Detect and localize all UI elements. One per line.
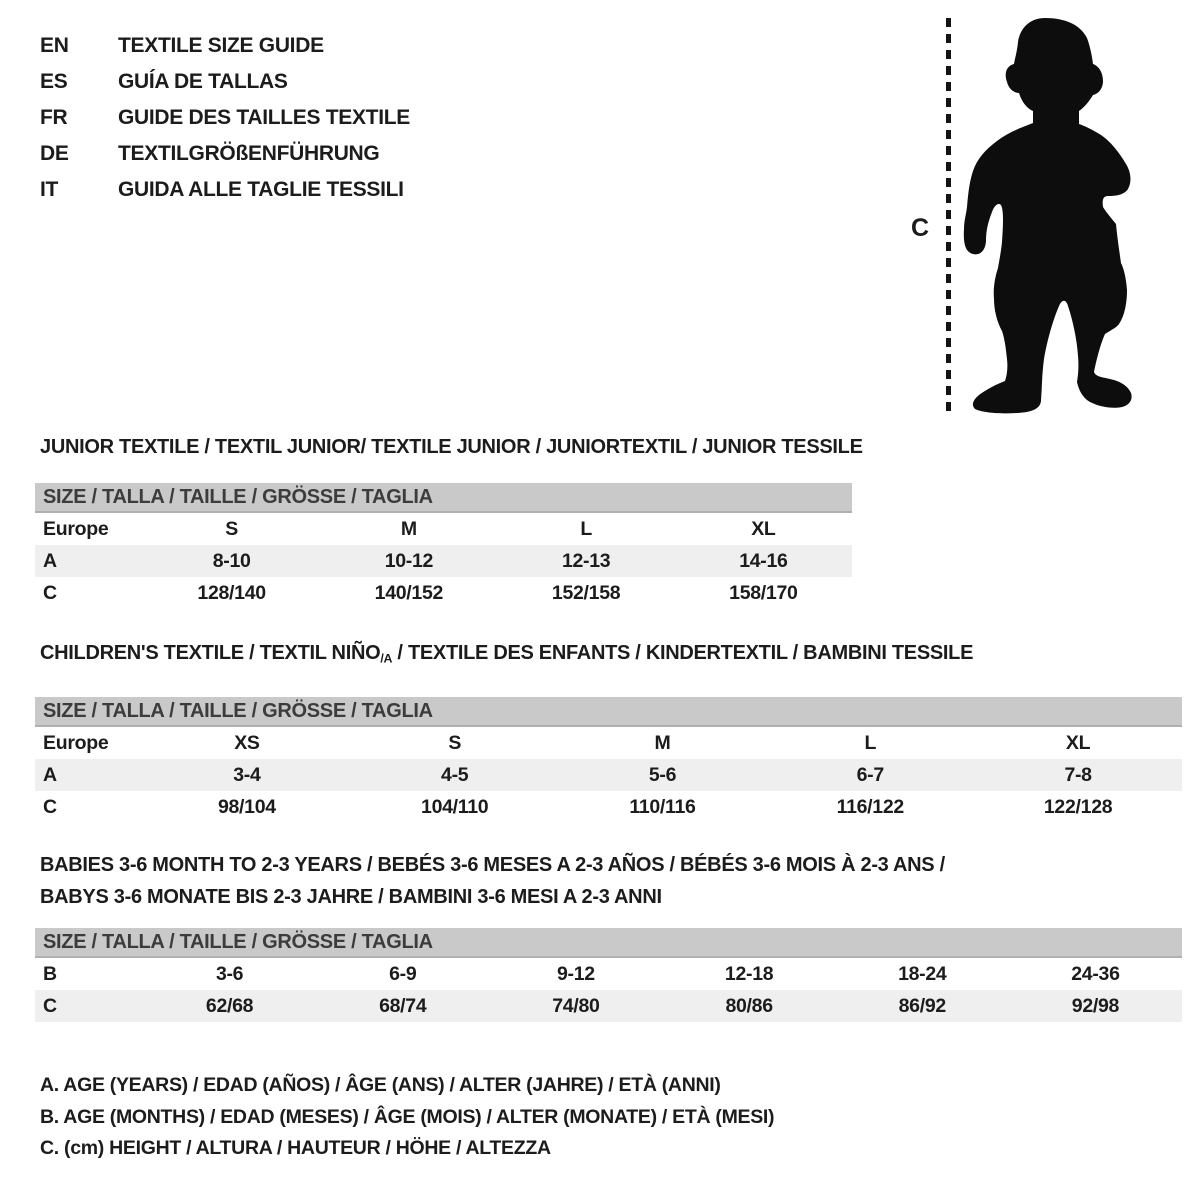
table-row-height [35, 791, 1182, 823]
size-cell: S [448, 731, 462, 754]
row-label: A [43, 763, 57, 786]
legend-line-b: B. AGE (MONTHS) / EDAD (MESES) / ÂGE (MOIS) / ALTER (MONATE) / ETÀ (MESI) [40, 1105, 775, 1128]
table-row-months [35, 958, 1182, 990]
lang-label: GUIDE DES TAILLES TEXTILE [118, 106, 410, 129]
legend-line-a: A. AGE (YEARS) / EDAD (AÑOS) / ÂGE (ANS) / ALTER (JAHRE) / ETÀ (ANNI) [40, 1074, 721, 1096]
legend-line-c: C. (cm) HEIGHT / ALTURA / HAUTEUR / HÖHE / ALTEZZA [40, 1137, 551, 1159]
size-cell: L [864, 731, 877, 754]
age-cell: 8-10 [212, 549, 251, 572]
height-cell: 74/80 [552, 994, 600, 1017]
lang-code: ES [40, 70, 68, 93]
size-table-header: SIZE / TALLA / TAILLE / GRÖSSE / TAGLIA [35, 697, 1182, 727]
height-cell: 92/98 [1071, 994, 1120, 1017]
size-cell: S [225, 517, 238, 540]
height-cell: 104/110 [421, 795, 489, 818]
lang-row-es [40, 64, 410, 100]
height-measure-label: C [911, 214, 929, 242]
size-table-junior [35, 483, 852, 609]
age-cell: 4-5 [441, 763, 469, 786]
legend-block [40, 1070, 774, 1165]
size-table-children [35, 697, 1182, 823]
height-cell: 128/140 [197, 581, 266, 604]
row-label: Europe [43, 731, 109, 754]
row-label: Europe [43, 517, 109, 540]
age-cell: 10-12 [384, 549, 434, 572]
height-cell: 80/86 [725, 994, 773, 1017]
section-title-children [35, 642, 1182, 669]
size-cell: XL [1065, 731, 1091, 754]
size-table-header: SIZE / TALLA / TAILLE / GRÖSSE / TAGLIA [35, 928, 1182, 958]
age-cell: 3-6 [215, 962, 244, 985]
height-cell: 110/116 [629, 795, 696, 818]
height-cell: 62/68 [205, 994, 254, 1017]
section-junior [35, 436, 863, 609]
height-cell: 158/170 [729, 581, 798, 604]
age-cell: 3-4 [233, 763, 261, 786]
height-cell: 140/152 [374, 581, 444, 604]
height-cell: 68/74 [379, 994, 427, 1017]
toddler-silhouette-icon [950, 0, 1150, 420]
age-cell: 12-18 [724, 962, 774, 985]
table-row-age [35, 759, 1182, 791]
table-row-height [35, 577, 852, 609]
age-cell: 5-6 [648, 763, 677, 786]
height-cell: 122/128 [1043, 795, 1113, 818]
section-title-babies-line1: BABIES 3-6 MONTH TO 2-3 YEARS / BEBÉS 3-6 MESES A 2-3 AÑOS / BÉBÉS 3-6 MOIS À 2-3 ANS / [40, 854, 945, 876]
row-label: C [43, 581, 57, 604]
title-part: CHILDREN'S TEXTILE / TEXTIL NIÑO [40, 642, 381, 664]
row-label: B [43, 962, 57, 985]
lang-row-fr [40, 100, 410, 136]
age-cell: 18-24 [898, 962, 947, 985]
size-table-babies [35, 928, 1182, 1022]
size-cell: L [580, 517, 592, 540]
size-cell: XS [234, 731, 260, 754]
lang-code: EN [40, 34, 69, 57]
age-cell: 14-16 [739, 549, 788, 572]
size-cell: M [400, 517, 417, 540]
lang-code: IT [40, 178, 59, 201]
table-row-age [35, 545, 852, 577]
age-cell: 6-7 [856, 763, 884, 786]
lang-row-en [40, 28, 410, 64]
row-label: C [43, 994, 57, 1017]
age-cell: 6-9 [389, 962, 417, 985]
section-babies [35, 849, 1182, 1022]
section-title-junior: JUNIOR TEXTILE / TEXTIL JUNIOR/ TEXTILE JUNIOR / JUNIORTEXTIL / JUNIOR TESSILE [40, 436, 863, 458]
size-cell: M [654, 731, 671, 754]
lang-label: TEXTILE SIZE GUIDE [118, 34, 324, 57]
height-cell: 86/92 [898, 994, 946, 1017]
section-title-babies-line2: BABYS 3-6 MONATE BIS 2-3 JAHRE / BAMBINI 3-6 MESI A 2-3 ANNI [40, 886, 662, 908]
lang-row-de [40, 136, 410, 172]
size-table-header: SIZE / TALLA / TAILLE / GRÖSSE / TAGLIA [35, 483, 852, 513]
height-cell: 98/104 [217, 795, 276, 818]
lang-code: DE [40, 142, 69, 165]
size-cell: XL [751, 517, 776, 540]
height-measure-figure [895, 0, 1175, 430]
language-title-block [40, 28, 410, 208]
age-cell: 24-36 [1071, 962, 1120, 985]
title-part-sub: /A [380, 651, 393, 666]
lang-row-it [40, 172, 410, 208]
age-cell: 7-8 [1064, 763, 1092, 786]
lang-code: FR [40, 106, 68, 129]
age-cell: 9-12 [557, 962, 595, 985]
height-cell: 152/158 [551, 581, 621, 604]
section-children [35, 642, 1182, 823]
lang-label: GUÍA DE TALLAS [118, 70, 288, 93]
lang-label: GUIDA ALLE TAGLIE TESSILI [118, 178, 404, 201]
lang-label: TEXTILGRÖßENFÜHRUNG [118, 142, 380, 165]
table-row-europe [35, 727, 1182, 759]
row-label: A [43, 549, 57, 572]
table-row-europe [35, 513, 852, 545]
row-label: C [43, 795, 57, 818]
height-cell: 116/122 [836, 795, 904, 818]
title-part: / TEXTILE DES ENFANTS / KINDERTEXTIL / BAMBINI TESSILE [392, 642, 974, 664]
table-row-height [35, 990, 1182, 1022]
age-cell: 12-13 [561, 549, 611, 572]
